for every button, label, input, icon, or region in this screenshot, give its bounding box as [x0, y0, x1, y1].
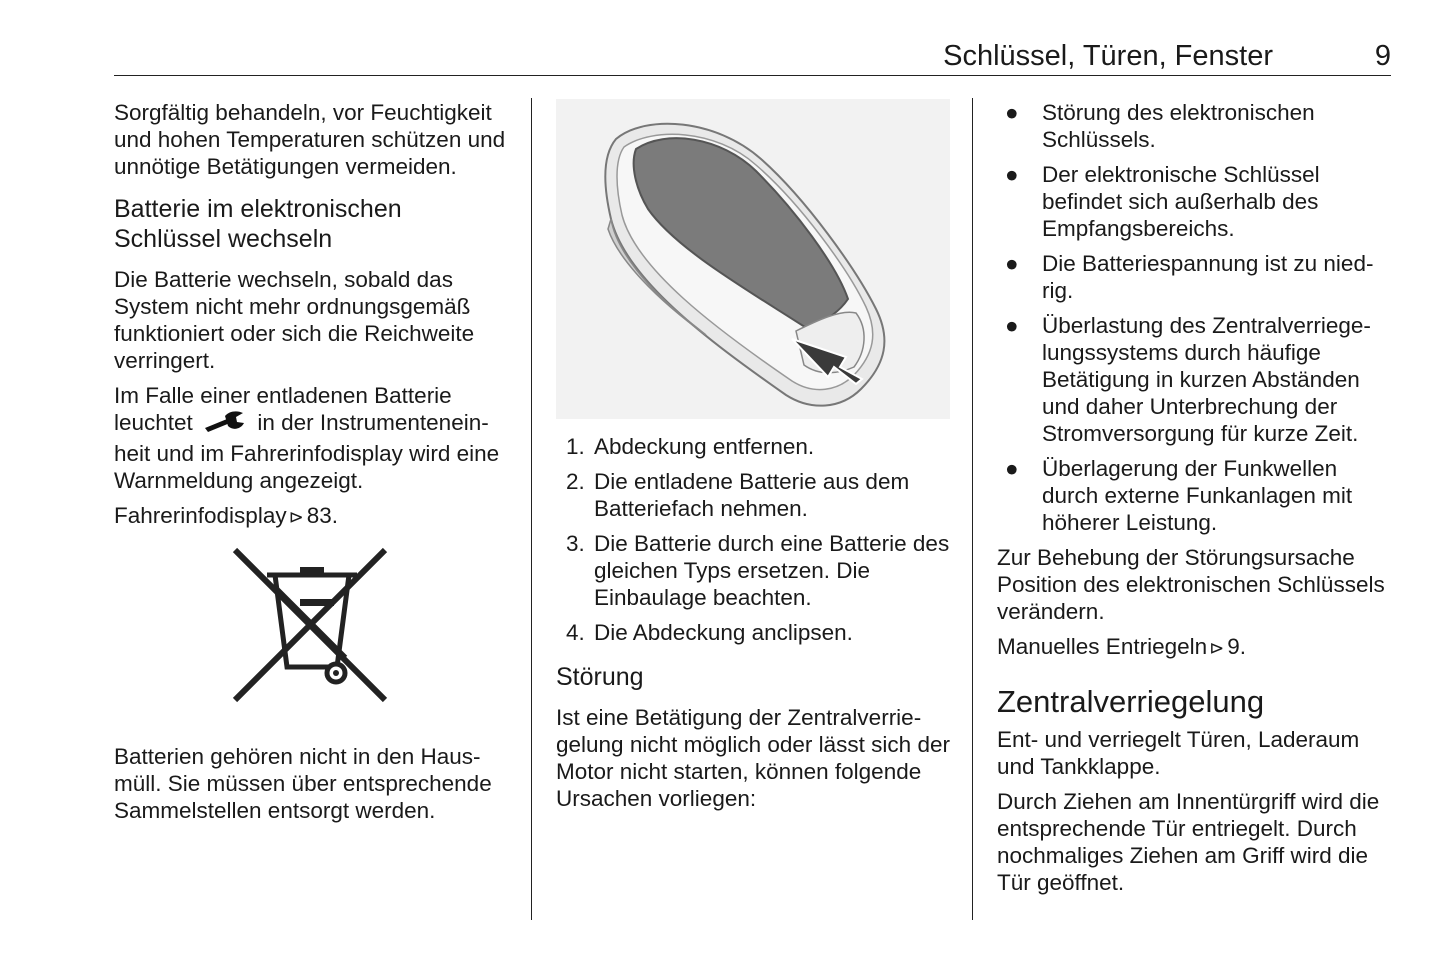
causes-list	[997, 99, 1397, 536]
step-item	[556, 433, 956, 460]
bullet-icon: ●	[1005, 251, 1019, 276]
step-text: Die Batterie durch eine Batterie des gleichen Typs ersetzen. Die Einbaulage beachten.	[594, 531, 950, 610]
battery-paragraph: Die Batterie wechseln, sobald das System nicht mehr ordnungsgemäß funktioniert oder sich die Reichweite verringert.	[114, 267, 475, 373]
column-2	[556, 99, 956, 820]
list-item	[997, 99, 1397, 153]
step-item	[556, 468, 956, 522]
step-item	[556, 530, 956, 611]
bullet-icon: ●	[1005, 313, 1019, 338]
key-fob-illustration	[556, 99, 950, 419]
step-text: Die entladene Batterie aus dem Batteriefach nehmen.	[594, 469, 910, 521]
step-number: 4.	[566, 620, 585, 645]
page-number: 9	[1374, 40, 1391, 72]
fault-paragraph: Ist eine Betätigung der Zentralverriegelung nicht möglich oder lässt sich der Motor nicht starten, können folgende Ursachen vorliegen:	[556, 705, 950, 811]
list-item	[997, 161, 1397, 242]
central-locking-paragraph-2: Durch Ziehen am Innentürgriff wird die entsprechende Tür entriegelt. Durch nochmaliges Ziehen am Griff wird die Tür geöffnet.	[997, 789, 1380, 895]
intro-paragraph: Sorgfältig behandeln, vor Feuchtigkeit und hohen Temperaturen schützen und unnötige Betätigungen vermeiden.	[114, 100, 506, 179]
steps-list	[556, 433, 956, 646]
crossed-out-bin-figure	[114, 545, 514, 723]
warning-text-after: in der Instrumenteneinheit und im Fahrerinfodisplay wird eine Warnmeldung angezeigt.	[114, 410, 500, 493]
step-number: 1.	[566, 434, 585, 459]
column-1	[114, 99, 514, 832]
disposal-paragraph: Batterien gehören nicht in den Hausmüll. Sie müssen über entsprechende Sammelstellen entsorgt werden.	[114, 744, 492, 823]
step-text: Abdeckung entfernen.	[594, 434, 815, 459]
section-heading-central-locking: Zentralverriegelung	[997, 684, 1265, 719]
warning-text-before: Im Falle einer entladenen Batterie leuchtet	[114, 383, 452, 435]
reference-page: 83.	[306, 503, 338, 528]
reference-manual-unlock[interactable]	[997, 633, 1397, 662]
crossed-out-bin-icon	[230, 545, 390, 705]
list-item	[997, 312, 1397, 447]
central-locking-paragraph-1: Ent- und verriegelt Türen, Laderaum und Tankklappe.	[997, 727, 1360, 779]
warning-paragraph	[114, 382, 514, 494]
remedy-paragraph: Zur Behebung der Störungsursache Position des elektronischen Schlüssels verändern.	[997, 545, 1385, 624]
column-divider-right	[972, 98, 973, 920]
list-item-text: Überlastung des Zentralverriegelungssystems durch häufige Betätigung in kurzen Abständen und daher Unterbrechung der Stromversorgung für kurze Zeit.	[1042, 313, 1371, 446]
list-item-text: Der elektronische Schlüssel befindet sich außerhalb des Empfangsbereichs.	[1042, 162, 1320, 241]
step-number: 3.	[566, 531, 585, 556]
list-item-text: Störung des elektronischen Schlüssels.	[1042, 100, 1315, 152]
reference-driver-display[interactable]	[114, 502, 514, 531]
bullet-icon: ●	[1005, 456, 1019, 481]
key-fob-figure	[556, 99, 950, 419]
bullet-icon: ●	[1005, 162, 1019, 187]
reference-text: Fahrerinfodisplay	[114, 503, 287, 528]
list-item	[997, 250, 1397, 304]
column-3	[997, 99, 1397, 904]
section-heading-fault: Störung	[556, 663, 644, 691]
bullet-icon: ●	[1005, 100, 1019, 125]
page-reference-icon: ⊳	[288, 507, 304, 527]
reference-page: 9.	[1227, 634, 1246, 659]
page-reference-icon: ⊳	[1209, 638, 1225, 658]
column-divider-left	[531, 98, 532, 920]
section-heading-battery: Batterie im elektronischen Schlüssel wechseln	[114, 195, 402, 253]
header-rule	[114, 75, 1391, 76]
wrench-icon	[203, 410, 247, 440]
list-item-text: Die Batteriespannung ist zu niedrig.	[1042, 251, 1374, 303]
reference-text: Manuelles Entriegeln	[997, 634, 1208, 659]
step-text: Die Abdeckung anclipsen.	[594, 620, 853, 645]
list-item	[997, 455, 1397, 536]
page-header-title: Schlüssel, Türen, Fenster	[943, 40, 1273, 72]
list-item-text: Überlagerung der Funkwellen durch externe Funkanlagen mit höherer Leistung.	[1042, 456, 1353, 535]
step-item	[556, 619, 956, 646]
step-number: 2.	[566, 469, 585, 494]
